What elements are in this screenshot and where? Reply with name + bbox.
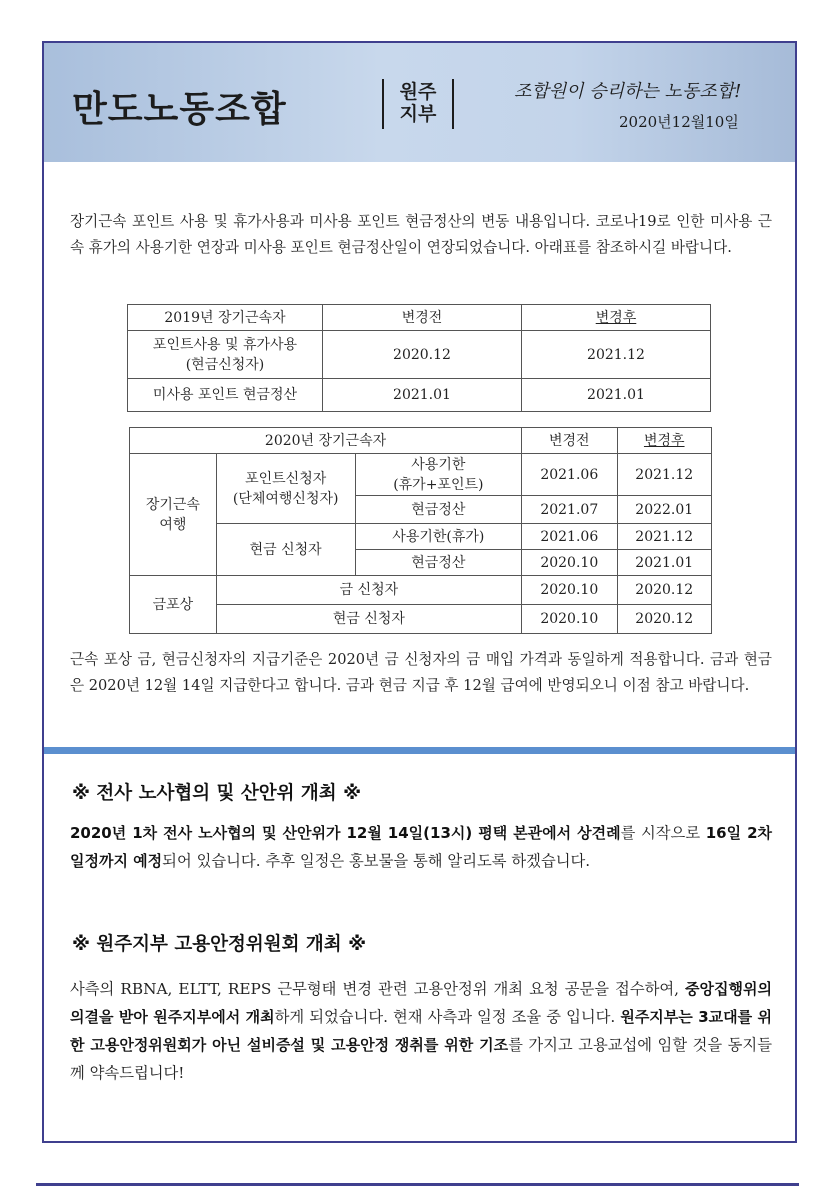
branch-logo — [382, 79, 454, 129]
slogan: 조합원이 승리하는 노동조합! — [514, 81, 742, 102]
table-cell: 2021.01 — [617, 550, 712, 576]
section-body-council: 2020년 1차 전사 노사협의 및 산안위가 12월 14일(13시) 평택 본관에서 상견례를 시작으로 16일 2차 일정까지 예정되어 있습니다. 추후 일정은 홍보물을 통해 알리도록 하겠습니다. — [70, 824, 773, 870]
newsletter-frame — [42, 41, 797, 1143]
table-row-label: 포인트사용 및 휴가사용 (현금신청자) — [128, 331, 323, 379]
item-label: 사용기한 (휴가+포인트) — [355, 454, 521, 496]
item-label: 사용기한(휴가) — [355, 524, 521, 550]
table-cell: 2021.12 — [617, 524, 712, 550]
table-cell: 2022.01 — [617, 496, 712, 524]
union-name: 만도노동조합 — [72, 89, 287, 130]
table-cell: 2020.12 — [617, 576, 712, 605]
intro-paragraph: 장기근속 포인트 사용 및 휴가사용과 미사용 포인트 현금정산의 변동 내용입니다. 코로나19로 인한 미사용 근속 휴가의 사용기한 연장과 미사용 포인트 현금정산일이 연장되었습니다. 아래표를 참조하시길 바랍니다. — [70, 213, 772, 256]
item-label: 현금 신청자 — [216, 605, 521, 634]
subgroup-label: 현금 신청자 — [216, 524, 355, 576]
branch-line1: 원주 — [399, 81, 437, 103]
table-2019 — [127, 304, 711, 412]
table-cell: 2020.10 — [522, 550, 617, 576]
table-header: 2019년 장기근속자 — [128, 305, 323, 331]
table-cell: 2020.10 — [522, 605, 617, 634]
table-cell: 2020.12 — [323, 331, 522, 379]
table-cell: 2021.12 — [522, 331, 711, 379]
item-label: 현금정산 — [355, 550, 521, 576]
table-cell: 2021.01 — [323, 379, 522, 412]
table-cell: 2021.01 — [522, 379, 711, 412]
table-cell: 2021.06 — [522, 454, 617, 496]
group-label: 장기근속 여행 — [130, 454, 217, 576]
table-cell: 2020.10 — [522, 576, 617, 605]
table-row-label: 미사용 포인트 현금정산 — [128, 379, 323, 412]
table-cell: 2021.12 — [617, 454, 712, 496]
table-header: 변경후 — [522, 305, 711, 331]
table-header: 변경후 — [617, 428, 712, 454]
item-label: 금 신청자 — [216, 576, 521, 605]
item-label: 현금정산 — [355, 496, 521, 524]
table-cell: 2021.07 — [522, 496, 617, 524]
section-divider — [44, 747, 795, 754]
section-title-council: ※ 전사 노사협의 및 산안위 개최 ※ — [72, 783, 362, 804]
branch-line2: 지부 — [399, 103, 437, 125]
section-body-employment: 사측의 RBNA, ELTT, REPS 근무형태 변경 관련 고용안정위 개최 요청 공문을 접수하여, 중앙집행위의 의결을 받아 원주지부에서 개최하게 되었습니다. 현재 사측과 일정 조율 중 입니다. 원주지부는 3교대를 위한 고용안정위원회가 아닌 설비증설 및 고용안정 쟁취를 위한 기조를 가지고 고용교섭에 임할 것을 동지들께 약속드립니다! — [70, 980, 773, 1082]
table-header: 2020년 장기근속자 — [130, 428, 522, 454]
subgroup-label: 포인트신청자 (단체여행신청자) — [216, 454, 355, 524]
payment-note: 근속 포상 금, 현금신청자의 지급기준은 2020년 금 신청자의 금 매입 가격과 동일하게 적용합니다. 금과 현금은 2020년 12월 14일 지급한다고 합니다. 금과 현금 지급 후 12월 급여에 반영되오니 이점 참고 바랍니다. — [70, 651, 772, 694]
table-cell: 2021.06 — [522, 524, 617, 550]
bottom-rule — [36, 1183, 799, 1186]
issue-date: 2020년12월10일 — [619, 113, 739, 131]
section-title-employment: ※ 원주지부 고용안정위원회 개최 ※ — [72, 934, 367, 955]
table-cell: 2020.12 — [617, 605, 712, 634]
newsletter-header — [44, 43, 795, 162]
table-header: 변경전 — [522, 428, 617, 454]
table-2020 — [129, 427, 712, 634]
group-label: 금포상 — [130, 576, 217, 634]
table-header: 변경전 — [323, 305, 522, 331]
